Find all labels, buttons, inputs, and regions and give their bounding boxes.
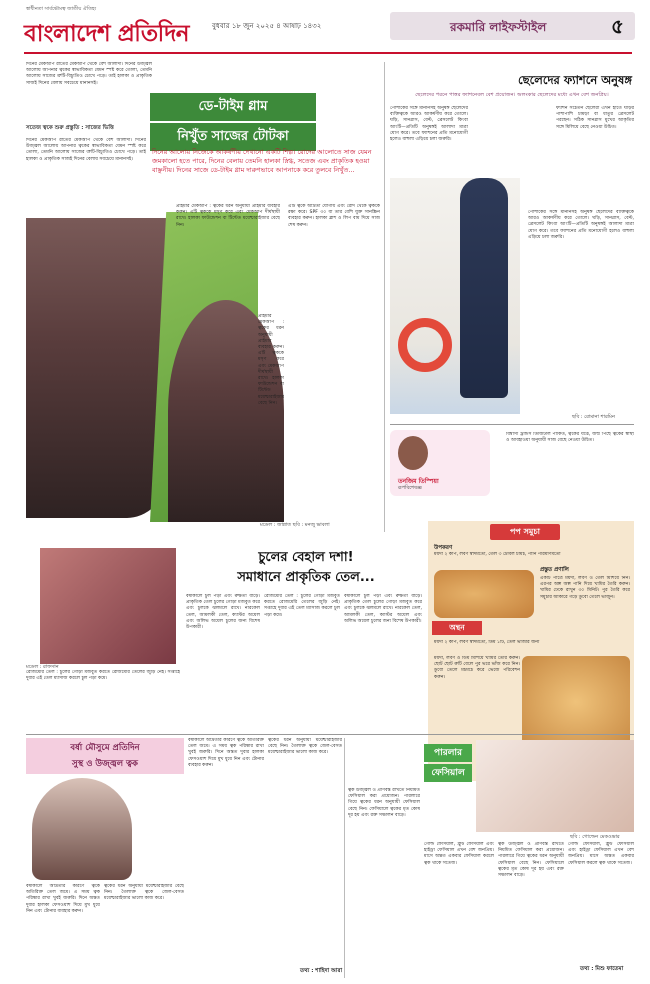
monsoon-body-2: ত্বকের ধরন অনুযায়ী ময়েশ্চারাইজার বেছে নিন। তৈলাক্ত ত্বকে জেল-বেসড ময়েশ্চারাইজার ভালো কাজ করে।	[104, 884, 184, 902]
daytime-credit: মডেল : জান্নাত ছবি : মনজু ভাবলা	[260, 522, 330, 528]
samosa-method-title: প্রস্তুত প্রণালি	[540, 567, 569, 573]
parlour-body-2: গোল্ড ফেসিয়াল, ফ্রুট ফেসিয়াল এবং হাইড্রা ফেসিয়াল এখন বেশ জনপ্রিয়। মাসে অন্তত একবার ফেসিয়াল করলে ত্বক থাকে সতেজ।	[424, 842, 494, 866]
hair-body-3: বর্ষাকালে চুল পড়া এবং রুক্ষতা বাড়ে। প্রাকৃতিক তেল চুলের গোড়া মজবুত করে এবং চুলকে ঝলমলে রাখে। নারকেল তেল, আমলকী তেল, ক্যাস্টর অয়েল এবং অলিভ অয়েল চুলের জন্য বিশেষ উপকারী।	[344, 594, 422, 624]
mens-credit: ছবি : রোমানা শারমিন	[572, 414, 615, 420]
masthead	[0, 0, 650, 60]
samosa-ingredients-title: উপকরণ	[434, 545, 453, 551]
profile-divider	[390, 424, 634, 425]
column-divider	[384, 62, 385, 532]
monsoon-body-1: বর্ষাকালে আর্দ্রতার কারণে ত্বকে অতিরিক্ত তেল জমে। এ সময় ত্বক পরিষ্কার রাখা খুবই জরুরি। দিনে অন্তত দুবার হালকা ফেসওয়াশ দিয়ে মুখ ধুয়ে নিন এবং টোনার ব্যবহার করুন।	[26, 884, 100, 914]
profile-card	[390, 430, 490, 496]
mens-body-1: পোশাকের সঙ্গে মানানসই অনুষঙ্গ ছেলেদের ব্যক্তিত্বকে আরও আকর্ষণীয় করে তোলে। ঘড়ি, সানগ্লাস, বেল্ট, ব্রেসলেট কিংবা আংটি—প্রতিটি অনুষঙ্গই আলাদা মাত্রা যোগ করে। তবে ফ্যাশনের প্রতি মনোযোগী হলেও বাহুল্য এড়িয়ে চলা জরুরি।	[390, 106, 468, 143]
hair-body-1: বর্ষাকালে চুল পড়া এবং রুক্ষতা বাড়ে। প্রাকৃতিক তেল চুলের গোড়া মজবুত করে এবং চুলকে ঝলমলে রাখে। নারকেল তেল, আমলকী তেল, ক্যাস্টর অয়েল এবং অলিভ অয়েল চুলের জন্য বিশেষ উপকারী।	[186, 594, 260, 631]
onthon-ingredients: ময়দা ২ কাপ, লবণ স্বাদমতো, ডিম ১টি, তেল ভাজার জন্য	[434, 640, 540, 645]
lifebuoy-icon	[398, 318, 452, 372]
samosa-photo	[434, 570, 534, 618]
samosa-title: পপ সমুচা	[490, 524, 560, 540]
samosa-method: একটি পাত্রে ময়দা, লবণ ও তেল মিশিয়ে নিন। এরপর অল্প অল্প পানি দিয়ে খামির তৈরি করুন। খামির ঢেকে রাখুন ৩০ মিনিট। পুর তৈরি করে সমুচার আকারে গড়ে ডুবো তেলে ভাজুন।	[540, 576, 630, 600]
dateline: বুধবার ১৮ জুন ২০২৫ ৪ আষাঢ় ১৪৩২	[212, 22, 322, 30]
column-divider-bottom	[344, 738, 345, 978]
daytime-subhead: সতেজ ত্বকে শুরু প্রস্তুতি : সাজের ভিত্তি	[26, 125, 114, 131]
profile-quote: বিশ্বাসী ট্রীন্ডস ডিজিটাল পাঁকিত, ত্বকের যত্নে, জন্ম পিছে ত্বকের স্বাস্থ্য ও আবহাওয়া অনুযায়ী সাজ বেছে নেওয়া উচিত।	[506, 432, 634, 444]
newspaper-logo	[24, 6, 200, 50]
hair-photo	[40, 548, 176, 664]
parlour-body-1: ত্বক উজ্জ্বল ও প্রাণবন্ত রাখতে নিয়মিত ফেসিয়াল করা প্রয়োজন। পারলারে গিয়ে ত্বকের ধরন অনুযায়ী ফেসিয়াল বেছে নিন। ফেসিয়ালে ত্বকের মৃত কোষ দূর হয় এবং রক্ত সঞ্চালন বাড়ে।	[348, 788, 420, 818]
daytime-intro: দিনের আলোয় নিজেকে আকর্ষণীয় দেখানো একটি শিল্প। রোদের আলোতে সাজ যেমন জমকালো হতে পারে, দিনের বেলায় তেমনি হালকা স্নিগ্ধ, সতেজ এবং প্রাকৃতিক হওয়া বাঞ্ছনীয়। দিনের সাজে ডে-টাইম গ্লাম দারুণভাবে আপনাকে করে তুলবে নিখুঁত...	[152, 148, 372, 174]
mens-headline: ছেলেদের ফ্যাশনে অনুষঙ্গ	[518, 73, 632, 87]
parlour-author: তথ্য : মিশু ফাতেমা	[580, 966, 624, 972]
mens-photo	[390, 178, 520, 414]
monsoon-headline	[26, 738, 184, 774]
page-number: ৫	[611, 14, 624, 38]
logo-name: বাংলাদেশ প্রতিদিন	[24, 20, 190, 47]
model-photo-left	[26, 218, 166, 518]
profile-name: তনজিম তিস্পিয়া	[398, 478, 439, 485]
facial-photo-credit: ছবি : গোল্ডেন মেকওভার	[570, 834, 620, 840]
onthon-method: ময়দা, লবণ ও ডিম মিশিয়ে খামির তৈরি করুন। ছোট ছোট রুটি বেলে পুর ভরে ভাঁজ করে নিন। ডুবো তেলে মচমচে করে ভেজে পরিবেশন করুন।	[434, 656, 520, 680]
daytime-headline-line1: ডে-টাইম গ্লাম	[150, 93, 316, 121]
parlour-headline-2: ফেসিয়াল	[424, 764, 472, 782]
hair-credit: মডেল : রাফসান	[26, 664, 59, 670]
mens-intro: ছেলেদের পরনে পাত্তর ফ্যাশনেবল বেশ প্রয়োজন। অলংকার ছেলেদের মধ্যে এখন বেশ জনপ্রিয়।	[415, 92, 609, 98]
hair-headline	[186, 548, 426, 590]
mens-figure	[460, 178, 508, 398]
monsoon-photo	[32, 778, 132, 880]
daytime-body-mid: প্রাইমার মেকআপ : ত্বকের ধরন অনুযায়ী প্রাইমার ব্যবহার করুন। এটি ত্বককে মসৃণ করে এবং মেকআপ দীর্ঘস্থায়ী রাখে। হালকা ফাউন্ডেশন বা টিন্টেড ময়েশ্চারাইজার বেছে নিন।	[176, 204, 280, 228]
monsoon-headline-line1: বর্ষা মৌসুমে প্রতিদিন	[70, 743, 140, 753]
mens-body-3: পোশাকের সঙ্গে মানানসই অনুষঙ্গ ছেলেদের ব্যক্তিত্বকে আরও আকর্ষণীয় করে তোলে। ঘড়ি, সানগ্লাস, বেল্ট, ব্রেসলেট কিংবা আংটি—প্রতিটি অনুষঙ্গই আলাদা মাত্রা যোগ করে। তবে ফ্যাশনের প্রতি মনোযোগী হলেও বাহুল্য এড়িয়ে চলা জরুরি।	[528, 210, 634, 240]
profile-avatar	[398, 436, 428, 470]
logo-tagline: স্বাধীনতা সার্বভৌমত্ব জাতীয় ঐতিহ্য	[26, 6, 97, 12]
bottom-divider	[26, 734, 634, 735]
monsoon-credit: তথ্য : শাহিদা আরা	[300, 968, 343, 974]
daytime-body-left: দিনের মেকআপ রাতের মেকআপ থেকে বেশ আলাদা। দিনের উজ্জ্বল আলোয় আপনার ত্বকের স্বাভাবিকতা যেমন স্পষ্ট করে তোলা, তেমনি আলোয় সাজের ত্রুটি-বিচ্যুতিও চোখে পড়ে। তাই হালকা ও প্রাকৃতিক সাজই দিনের বেলায় সবচেয়ে মানানসই।	[26, 62, 152, 86]
daytime-headline	[150, 93, 316, 151]
daytime-body-right: এটি ত্বকে আর্দ্রতা যোগায় এবং রোদ থেকে ত্বককে রক্ষা করে। SPF ৩০ বা তার বেশি যুক্ত সানস্ক্রিন ব্যবহার করুন। হালকা ব্লাশ ও লিপ বাম দিয়ে সাজ শেষ করুন।	[288, 204, 380, 228]
daytime-body-mid-narrow: প্রাইমার মেকআপ : ত্বকের ধরন অনুযায়ী প্রাইমার ব্যবহার করুন। এটি ত্বককে মসৃণ করে এবং মেকআপ দীর্ঘস্থায়ী রাখে। হালকা ফাউন্ডেশন বা টিন্টেড ময়েশ্চারাইজার বেছে নিন।	[258, 314, 284, 406]
hair-headline-line2: সমাধানে প্রাকৃতিক তেল...	[237, 570, 375, 585]
hair-body-4: রোজমেরি তেল : চুলের গোড়া মজবুত করতে রোজমেরি তেলের জুড়ি নেই। সপ্তাহে দুবার এই তেল ম্যাসাজ করলে চুল পড়া কমে।	[26, 670, 180, 682]
onthon-title: অন্থন	[432, 621, 482, 635]
monsoon-body-4: ত্বকের ধরন অনুযায়ী ময়েশ্চারাইজার বেছে নিন। তৈলাক্ত ত্বকে জেল-বেসড ময়েশ্চারাইজার ভালো কাজ করে।	[268, 738, 342, 756]
daytime-headline-line2: নিখুঁত সাজের টোটকা	[150, 123, 316, 151]
facial-photo	[476, 740, 634, 832]
monsoon-headline-line2: সুস্থ ও উজ্জ্বল ত্বক	[72, 759, 138, 769]
samosa-ingredients: ময়দা ২ কাপ, লবণ স্বাদমতো, তেল ৩ টেবিল চামচ, পানি পরিমাণমতো	[434, 552, 561, 557]
masthead-divider	[24, 52, 632, 54]
monsoon-body-3: বর্ষাকালে আর্দ্রতার কারণে ত্বকে অতিরিক্ত তেল জমে। এ সময় ত্বক পরিষ্কার রাখা খুবই জরুরি। দিনে অন্তত দুবার হালকা ফেসওয়াশ দিয়ে মুখ ধুয়ে নিন এবং টোনার ব্যবহার করুন।	[188, 738, 264, 768]
profile-role: রূপবিশেষজ্ঞ	[398, 485, 422, 491]
mens-body-2: ফ্যাশন সচেতন ছেলেরা এখন হাতে ঘড়ির পাশাপাশি চামড়া বা ধাতুর ব্রেসলেট পরছেন। সঠিক সানগ্লাস মুখের আকৃতির সঙ্গে মিলিয়ে বেছে নেওয়া উচিত।	[556, 106, 634, 130]
section-banner	[390, 12, 635, 40]
hair-headline-line1: চুলের বেহাল দশা!	[258, 550, 354, 565]
parlour-body-4: গোল্ড ফেসিয়াল, ফ্রুট ফেসিয়াল এবং হাইড্রা ফেসিয়াল এখন বেশ জনপ্রিয়। মাসে অন্তত একবার ফেসিয়াল করলে ত্বক থাকে সতেজ।	[568, 842, 634, 866]
parlour-headline-1: পারলার	[424, 744, 472, 762]
hair-body-2: রোজমেরি তেল : চুলের গোড়া মজবুত করতে রোজমেরি তেলের জুড়ি নেই। সপ্তাহে দুবার এই তেল ম্যাসাজ করলে চুল পড়া কমে।	[264, 594, 340, 618]
parlour-body-3: ত্বক উজ্জ্বল ও প্রাণবন্ত রাখতে নিয়মিত ফেসিয়াল করা প্রয়োজন। পারলারে গিয়ে ত্বকের ধরন অনুযায়ী ফেসিয়াল বেছে নিন। ফেসিয়ালে ত্বকের মৃত কোষ দূর হয় এবং রক্ত সঞ্চালন বাড়ে।	[498, 842, 564, 879]
daytime-body-left-2: দিনের মেকআপ রাতের মেকআপ থেকে বেশ আলাদা। দিনের উজ্জ্বল আলোয় আপনার ত্বকের স্বাভাবিকতা যেমন স্পষ্ট করে তোলা, তেমনি আলোয় সাজের ত্রুটি-বিচ্যুতিও চোখে পড়ে। তাই হালকা ও প্রাকৃতিক সাজই দিনের বেলায় সবচেয়ে মানানসই।	[26, 138, 146, 162]
section-title: রকমারি লাইফস্টাইল	[450, 20, 547, 34]
